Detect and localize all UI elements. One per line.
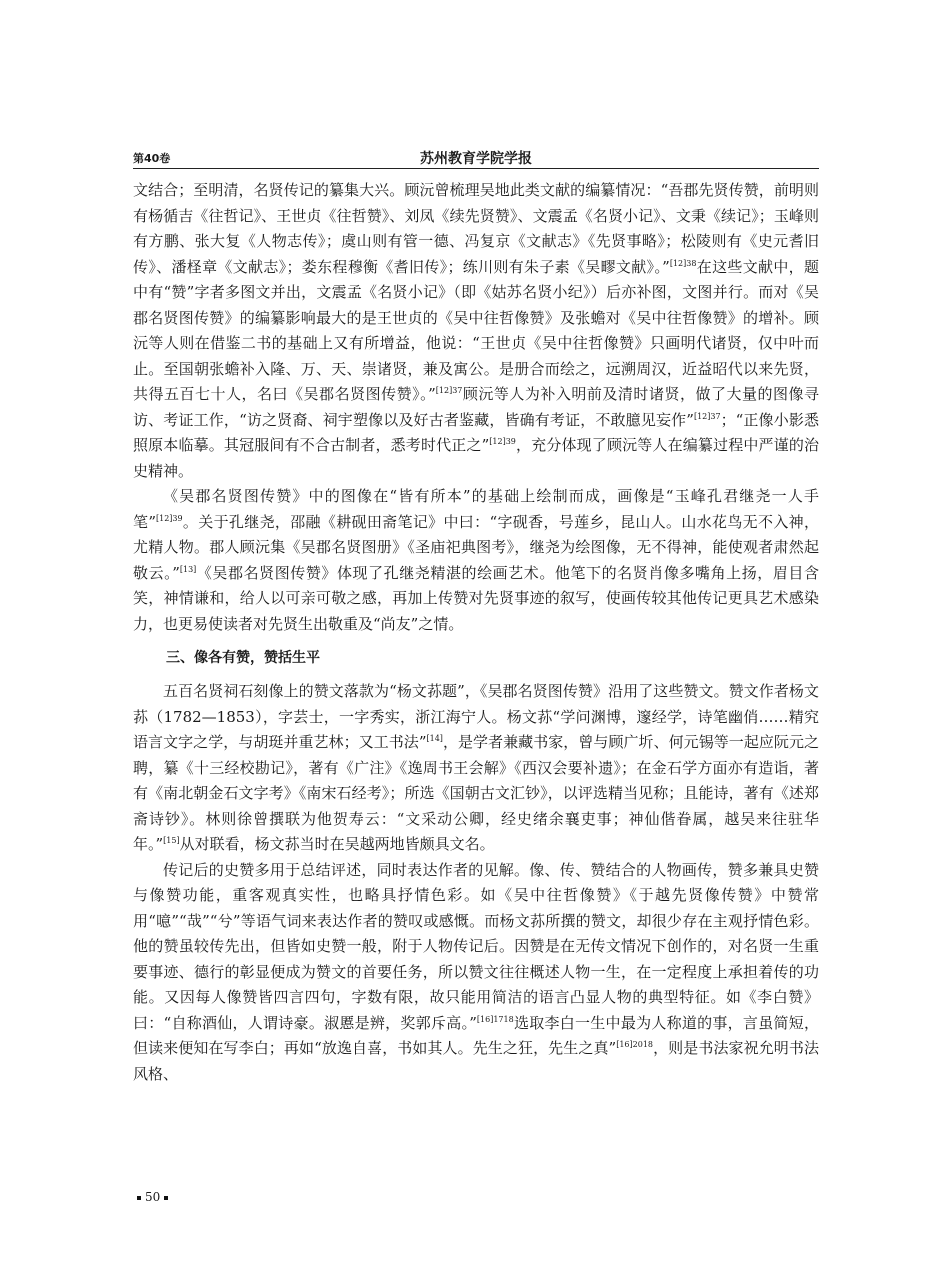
text-run: ；“正像小影悉照原本临摹。其冠服间有不合古制者，悉考时代正之” — [133, 410, 820, 454]
text-run: 《吴郡名贤图传赞》中的图像在“皆有所本”的基础上绘制而成，画像是“玉峰孔君继尧一人手笔” — [133, 487, 819, 531]
volume-label: 第40卷 — [133, 152, 171, 165]
text-run: ，是学者兼藏书家，曾与顾广圻、何元锡等一起应阮元之聘，纂《十三经校勘记》，著有《广注》《逸周书王会解》《西汉会要补遗》；在金石学方面亦有造诣，著有《南北朝金石文字考》《南宋石经考》；所选《国朝古文汇钞》，以评选精当见称；且能诗，著有《述郑斋诗钞》。林则徐曾撰联为他贺寿云：“文采动公卿，经史绪余襄吏事；神仙偕眷属，越吴来往驻华年。” — [133, 733, 819, 853]
text-run: 在这些文献中，题中有“赞”字者多图文并出，文震孟《名贤小记》（即《姑苏名贤小纪》）后亦补图，文图并行。而对《吴郡名贤图传赞》的编纂影响最大的是王世贞的《吴中往哲像赞》及张蟾对《吴中往哲像赞》的增补。顾沅等人则在借鉴二书的基础上又有所增益，他说：“王世贞《吴中往哲像赞》只画明代诸贤，仅中叶而止。至国朝张蟾补入隆、万、天、崇诸贤，兼及寓公。是册合而绘之，远溯周汉，近益昭代以来先贤，共得五百七十人，名曰《吴郡名贤图传赞》。” — [133, 257, 819, 403]
text-run: 《吴郡名贤图传赞》体现了孔继尧精湛的绘画艺术。他笔下的名贤肖像多嘴角上扬，眉目含笑，神情谦和，给人以可亲可敬之感，再加上传赞对先贤事迹的叙写，使画传较其他传记更具艺术感染力，也更易使读者对先贤生出敬重及“尚友”之情。 — [133, 563, 819, 633]
running-head — [133, 148, 819, 169]
square-bullet-icon — [137, 1196, 141, 1200]
citation-marker: [16]2018 — [616, 1040, 653, 1049]
citation-marker: [13] — [179, 564, 197, 574]
paragraph — [133, 178, 819, 484]
text-run: 文结合；至明清，名贤传记的纂集大兴。顾沅曾梳理吴地此类文献的编纂情况：“吾郡先贤传赞，前明则有杨循吉《往哲记》、王世贞《往哲赞》、刘凤《续先贤赞》、文震孟《名贤小记》、文秉《续记》；玉峰则有方鹏、张大复《人物志传》；虞山则有管一德、冯复京《文献志》《先贤事略》；松陵则有《史元耆旧传》、潘柽章《文献志》；娄东程穆衡《耆旧传》；练川则有朱子素《吴疁文献》。” — [133, 181, 819, 276]
page-footer — [133, 1190, 172, 1204]
citation-marker: [12]37 — [693, 411, 721, 421]
square-bullet-icon — [164, 1196, 168, 1200]
text-run: ，充分体现了顾沅等人在编纂过程中严谨的治史精神。 — [133, 436, 819, 480]
section-heading: 三、像各有赞，赞括生平 — [166, 650, 320, 666]
citation-marker: [12]39 — [489, 437, 516, 446]
citation-marker: [12]39 — [156, 513, 183, 523]
text-run: 从对联看，杨文荪当时在吴越两地皆颇具文名。 — [179, 835, 495, 853]
paragraph — [133, 858, 819, 1088]
citation-marker: [15] — [163, 836, 180, 845]
text-run: 传记后的史赞多用于总结评述，同时表达作者的见解。像、传、赞结合的人物画传，赞多兼具史赞与像赞功能，重客观真实性，也略具抒情色彩。如《吴中往哲像赞》《于越先贤像传赞》中赞常用“噫”“哉”“兮”等语气词来表达作者的赞叹或感慨。而杨文荪所撰的赞文，却很少存在主观抒情色彩。他的赞虽较传先出，但皆如史赞一般，附于人物传记后。因赞是在无传文情况下创作的，对名贤一生重要事迹、德行的彰显便成为赞文的首要任务，所以赞文往往概述人物一生，在一定程度上承担着传的功能。又因每人像赞皆四言四句，字数有限，故只能用简洁的语言凸显人物的典型特征。如《李白赞》曰：“自称酒仙，人谓诗豪。淑慝是辨，奖郭斥高。” — [133, 860, 819, 1032]
text-run: 顾沅等人为补入明前及清时诸贤，做了大量的图像寻访、考证工作，“访之贤裔、祠宇塑像以及好古者鉴藏，皆确有考证，不敢臆见妄作” — [133, 385, 819, 429]
citation-marker: [12]38 — [669, 258, 697, 268]
text-run: 选取李白一生中最为人称道的事，言虽简短，但读来便知在写李白；再如“放逸自喜，书如其人。先生之狂，先生之真” — [133, 1013, 819, 1057]
citation-marker: [14] — [426, 734, 443, 743]
text-run: 五百名贤祠石刻像上的赞文落款为“杨文荪题”，《吴郡名贤图传赞》沿用了这些赞文。赞文作者杨文荪（1782—1853），字芸士，一字秀实，浙江海宁人。杨文荪“学问渊博，邃经学，诗笔幽俏……精究语言文字之学，与胡珽并重艺林；又工书法” — [133, 682, 819, 751]
text-run: 。关于孔继尧，邵融《耕砚田斋笔记》中曰：“字砚香，号莲乡，昆山人。山水花鸟无不入神，尤精人物。郡人顾沅集《吴郡名贤图册》《圣庙祀典图考》，继尧为绘图像，无不得神，能使观者肃然起敬云。” — [133, 512, 819, 582]
page-number: 50 — [145, 1190, 161, 1204]
journal-title: 苏州教育学院学报 — [420, 151, 532, 167]
text-run: ，则是书法家祝允明书法风格、 — [133, 1039, 819, 1083]
paragraph — [133, 484, 819, 637]
article-body — [133, 178, 819, 1087]
citation-marker: [12]37 — [435, 386, 463, 395]
citation-marker: [16]1718 — [476, 1014, 514, 1024]
paragraph — [133, 679, 819, 858]
